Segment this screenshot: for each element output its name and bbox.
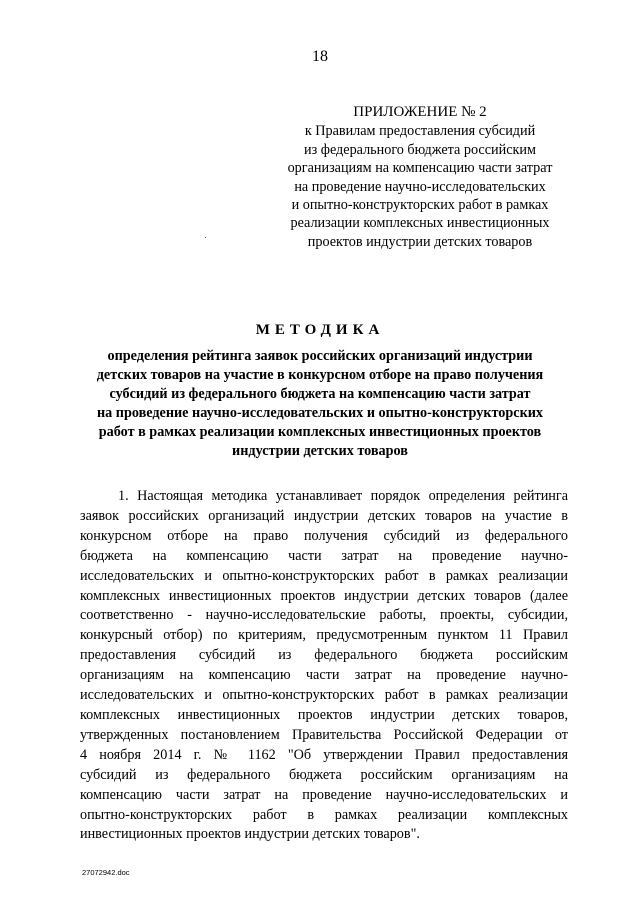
subtitle-line: индустрии детских товаров — [232, 443, 408, 459]
appendix-line: на проведение научно-исследовательских — [294, 178, 546, 195]
paragraph-line: компенсацию части затрат на проведение научно-исследовательских и — [80, 786, 568, 803]
paragraph-line: комплексных инвестиционных проектов индустрии детских товаров, — [80, 706, 568, 723]
paragraph-line: исследовательских и опытно-конструкторских работ в рамках реализации — [80, 687, 568, 704]
page-number: 18 — [312, 48, 328, 65]
subtitle-line: на проведение научно-исследовательских и опытно-конструкторских — [96, 405, 544, 421]
appendix-line: и опытно-конструкторских работ в рамках — [291, 197, 549, 214]
paragraph-line: предоставления субсидий из федерального бюджета российским — [80, 647, 568, 664]
paragraph-line: 1. Настоящая методика устанавливает порядок определения рейтинга — [118, 488, 568, 504]
paragraph-line: субсидий из федерального бюджета российским организациям на — [80, 766, 568, 783]
paragraph-line: конкурсный отбор) по критериям, предусмотренным пунктом 11 Правил — [80, 627, 568, 644]
document-title: МЕТОДИКА — [255, 322, 385, 338]
appendix-line: организациям на компенсацию части затрат — [287, 160, 553, 177]
paragraph-line: бюджета на компенсацию части затрат на проведение научно- — [80, 547, 568, 564]
subtitle-line: определения рейтинга заявок российских организаций индустрии — [107, 348, 533, 364]
appendix-line: из федерального бюджета российским — [304, 141, 536, 158]
subtitle-line: работ в рамках реализации комплексных инвестиционных проектов — [98, 424, 542, 440]
paragraph-line: опытно-конструкторских работ в рамках реализации комплексных — [80, 806, 568, 823]
subtitle-line: детских товаров на участие в конкурсном отборе на право получения — [96, 367, 544, 383]
appendix-line: проектов индустрии детских товаров — [307, 233, 533, 250]
subtitle-line: субсидий из федерального бюджета на компенсацию части затрат — [109, 386, 531, 402]
document-subtitle — [70, 347, 570, 461]
paragraph-line: утвержденных постановлением Правительства Российской Федерации от — [80, 726, 568, 743]
paragraph-1 — [80, 487, 568, 845]
paragraph-line: организациям на компенсацию части затрат на проведение научно- — [80, 667, 568, 684]
appendix-line: к Правилам предоставления субсидий — [304, 123, 536, 140]
paragraph-line: соответственно - научно-исследовательские работы, проекты, субсидии, — [80, 607, 568, 624]
footer-filename: 27072942.doc — [82, 868, 130, 877]
paragraph-line: комплексных инвестиционных проектов индустрии детских товаров (далее — [80, 587, 568, 604]
paragraph-line: конкурсном отборе на право получения субсидий из федерального — [80, 527, 568, 544]
paragraph-line: заявок российских организаций индустрии детских товаров на участие в — [80, 507, 568, 524]
paragraph-line: инвестиционных проектов индустрии детских товаров". — [80, 826, 420, 843]
appendix-line: реализации комплексных инвестиционных — [290, 215, 550, 232]
paragraph-line: 4 ноября 2014 г. № 1162 "Об утверждении Правил предоставления — [80, 746, 568, 763]
document-title-block — [70, 322, 570, 461]
appendix-header — [250, 103, 590, 251]
scan-speck — [205, 237, 206, 238]
paragraph-line: исследовательских и опытно-конструкторских работ в рамках реализации — [80, 567, 568, 584]
appendix-title: ПРИЛОЖЕНИЕ № 2 — [353, 104, 487, 120]
